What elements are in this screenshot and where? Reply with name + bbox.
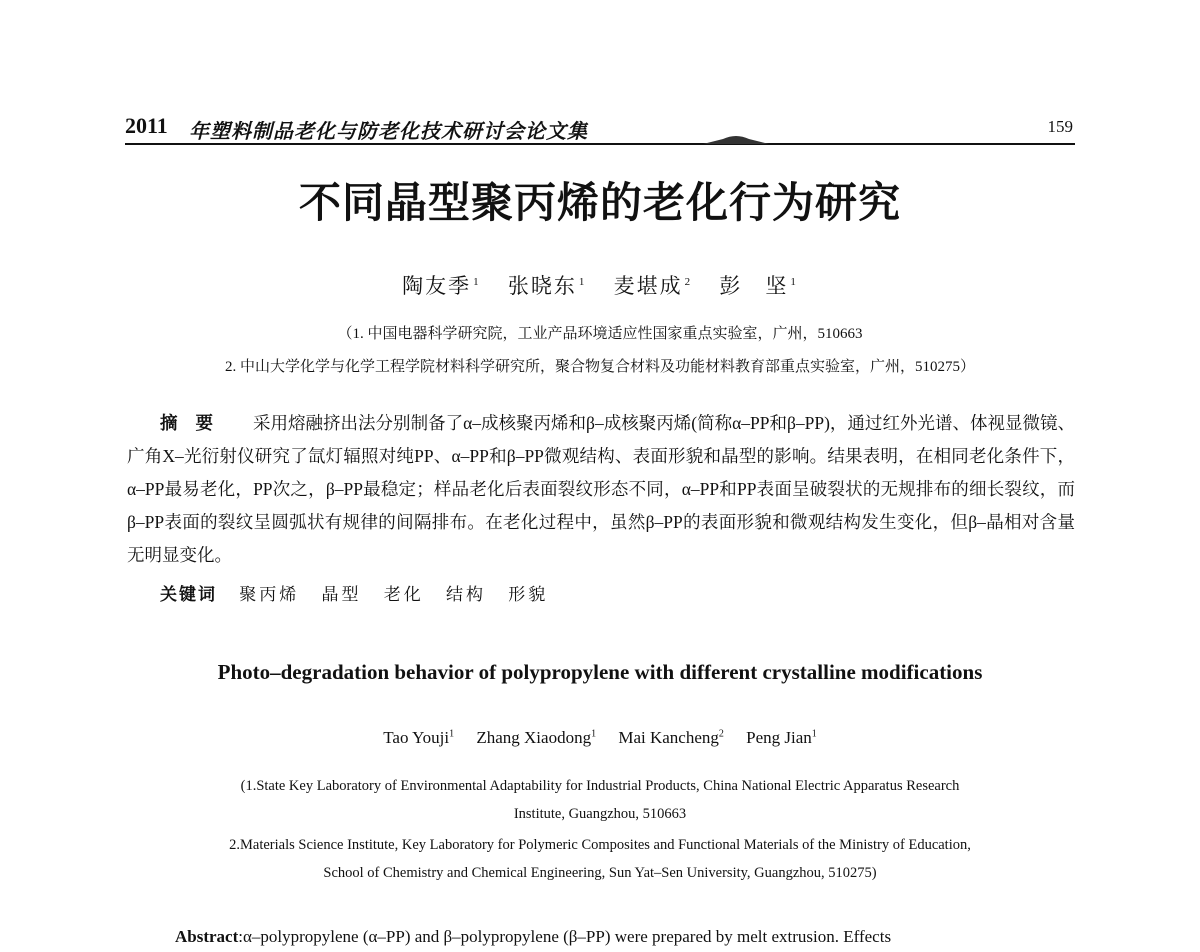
author-list-en <box>0 728 1200 748</box>
author-en: Zhang Xiaodong$^1$ <box>476 728 597 747</box>
abstract-en <box>175 927 891 947</box>
keyword: 聚丙烯 <box>239 585 300 604</box>
header-ornament-icon <box>703 133 769 144</box>
affiliation-cn-2: 2. 中山大学化学与化学工程学院材料科学研究所，聚合物复合材料及功能材料教育部重点实验室，广州，510275） <box>224 359 975 375</box>
affiliation-en-2: Institute, Guangzhou, 510663 <box>513 806 687 822</box>
author-en: Mai Kancheng$^2$ <box>618 728 724 747</box>
affiliation-en-4: School of Chemistry and Chemical Engineering, Sun Yat–Sen University, Guangzhou, 510275) <box>323 865 877 881</box>
page-number: 159 <box>1047 117 1073 136</box>
running-head-title: 年塑料制品老化与防老化技术研讨会论文集 <box>189 121 588 143</box>
keyword: 老化 <box>383 585 424 604</box>
author-cn: 张晓东 $^1$ <box>507 274 587 298</box>
author-cn: 陶友季 $^1$ <box>402 274 481 298</box>
abstract-cn <box>127 407 1075 572</box>
author-list-cn <box>0 270 1200 300</box>
keyword: 形貌 <box>508 585 549 604</box>
abstract-label-cn: 摘要 <box>160 413 232 433</box>
keyword: 结构 <box>446 585 486 604</box>
affiliation-en-1: (1.State Key Laboratory of Environmental Adaptability for Industrial Products, China National Electric Apparatus Research <box>240 778 960 794</box>
author-en: Tao Youji$^1$ <box>383 728 455 747</box>
abstract-text-cn: 采用熔融挤出法分别制备了α–成核聚丙烯和β–成核聚丙烯(简称α–PP和β–PP)，通过红外光谱、体视显微镜、广角X–光衍射仪研究了氙灯辐照对纯PP、α–PP和β–PP微观结构、表面形貌和晶型的影响。结果表明，在相同老化条件下，α–PP最易老化，PP次之，β–PP最稳定；样品老化后表面裂纹形态不同，α–PP和PP表面呈破裂状的无规排布的细长裂纹，而β–PP表面的裂纹呈圆弧状有规律的间隔排布。在老化过程中，虽然β–PP的表面形貌和微观结构发生变化，但β–晶相对含量无明显变化。 <box>127 413 1075 565</box>
keywords-label: 关键词 <box>160 585 217 604</box>
header-rule <box>125 143 1075 145</box>
author-en: Peng Jian$^1$ <box>746 728 817 747</box>
keyword: 晶型 <box>321 585 362 604</box>
abstract-text-en: :α–polypropylene (α–PP) and β–polypropylene (β–PP) were prepared by melt extrusion. Effects <box>238 927 892 946</box>
running-head-year: 2011 <box>125 113 168 138</box>
author-cn: 麦堪成 $^2$ <box>613 274 693 298</box>
paper-title-en: Photo–degradation behavior of polypropylene with different crystalline modifications <box>217 660 983 684</box>
affiliation-cn-1: （1. 中国电器科学研究院，工业产品环境适应性国家重点实验室，广州，510663 <box>337 326 863 342</box>
keywords-cn <box>160 580 566 605</box>
affiliation-en-3: 2.Materials Science Institute, Key Laboratory for Polymeric Composites and Functional Materials of the Ministry of Education, <box>229 837 971 853</box>
paper-title-cn: 不同晶型聚丙烯的老化行为研究 <box>298 181 901 227</box>
author-cn: 彭 坚 $^1$ <box>719 274 798 298</box>
abstract-label-en: Abstract <box>175 927 239 946</box>
running-head <box>125 113 1075 145</box>
